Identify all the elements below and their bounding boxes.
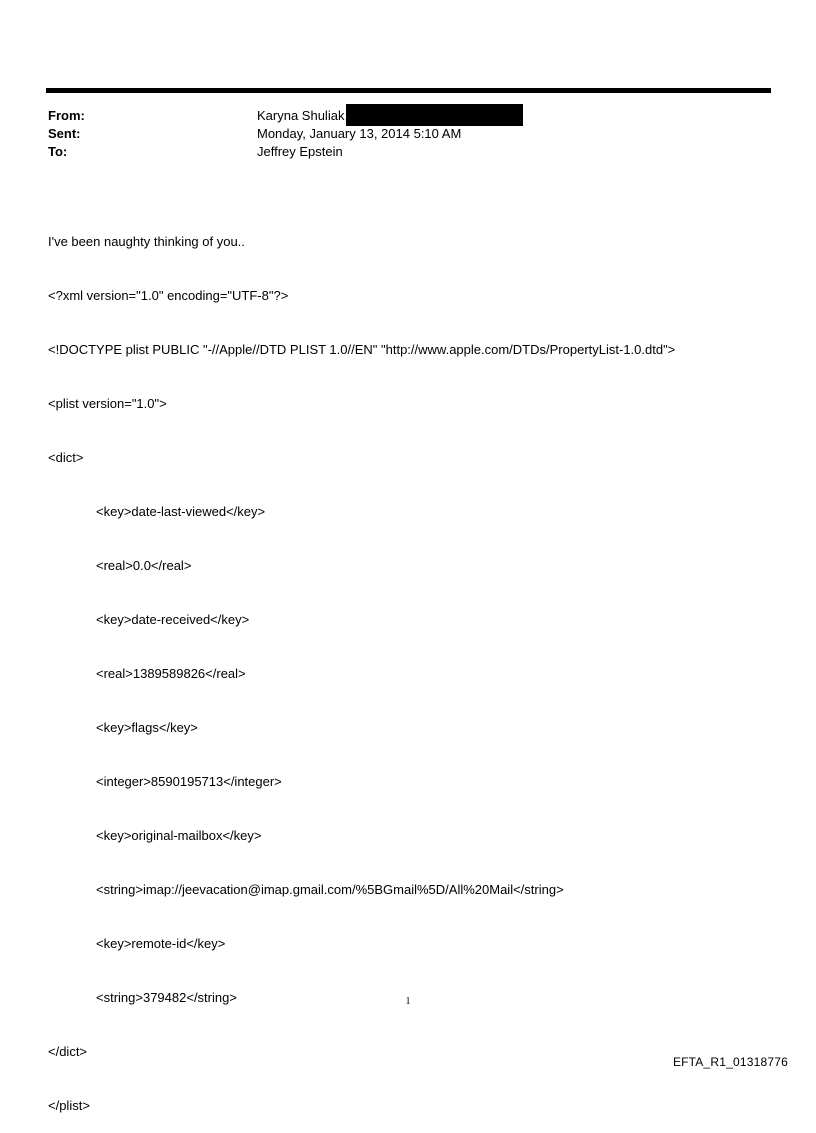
- body-line: <real>1389589826</real>: [96, 666, 246, 681]
- body-line: <?xml version="1.0" encoding="UTF-8"?>: [48, 288, 289, 303]
- body-line: </plist>: [48, 1098, 90, 1113]
- body-line: </dict>: [48, 1044, 88, 1059]
- to-label: To:: [48, 144, 68, 159]
- message-body: [48, 197, 675, 1133]
- body-line: <key>original-mailbox</key>: [96, 828, 262, 843]
- body-line: <plist version="1.0">: [48, 396, 167, 411]
- page-number: 1: [405, 996, 411, 1007]
- sent-value: Monday, January 13, 2014 5:10 AM: [257, 126, 462, 141]
- body-line: <key>date-received</key>: [96, 612, 250, 627]
- body-line: <integer>8590195713</integer>: [96, 774, 282, 789]
- from-value: Karyna Shuliak: [257, 108, 345, 123]
- redaction-block: [346, 104, 523, 126]
- body-line: <key>date-last-viewed</key>: [96, 504, 266, 519]
- body-line: <string>imap://jeevacation@imap.gmail.com/%5BGmail%5D/All%20Mail</string>: [96, 882, 564, 897]
- body-line: <!DOCTYPE plist PUBLIC "-//Apple//DTD PLIST 1.0//EN" "http://www.apple.com/DTDs/PropertyList-1.0.dtd">: [48, 342, 676, 357]
- body-line: <dict>: [48, 450, 84, 465]
- sent-label: Sent:: [48, 126, 81, 141]
- from-label: From:: [48, 108, 85, 123]
- body-line: <key>flags</key>: [96, 720, 198, 735]
- bates-number: EFTA_R1_01318776: [672, 1055, 788, 1069]
- body-line: <key>remote-id</key>: [96, 936, 226, 951]
- to-value: Jeffrey Epstein: [257, 144, 343, 159]
- from-value-wrap: [257, 107, 523, 126]
- body-line: I've been naughty thinking of you..: [48, 234, 245, 249]
- body-line: <string>379482</string>: [96, 990, 237, 1005]
- body-line: <real>0.0</real>: [96, 558, 192, 573]
- header-divider: [46, 88, 771, 93]
